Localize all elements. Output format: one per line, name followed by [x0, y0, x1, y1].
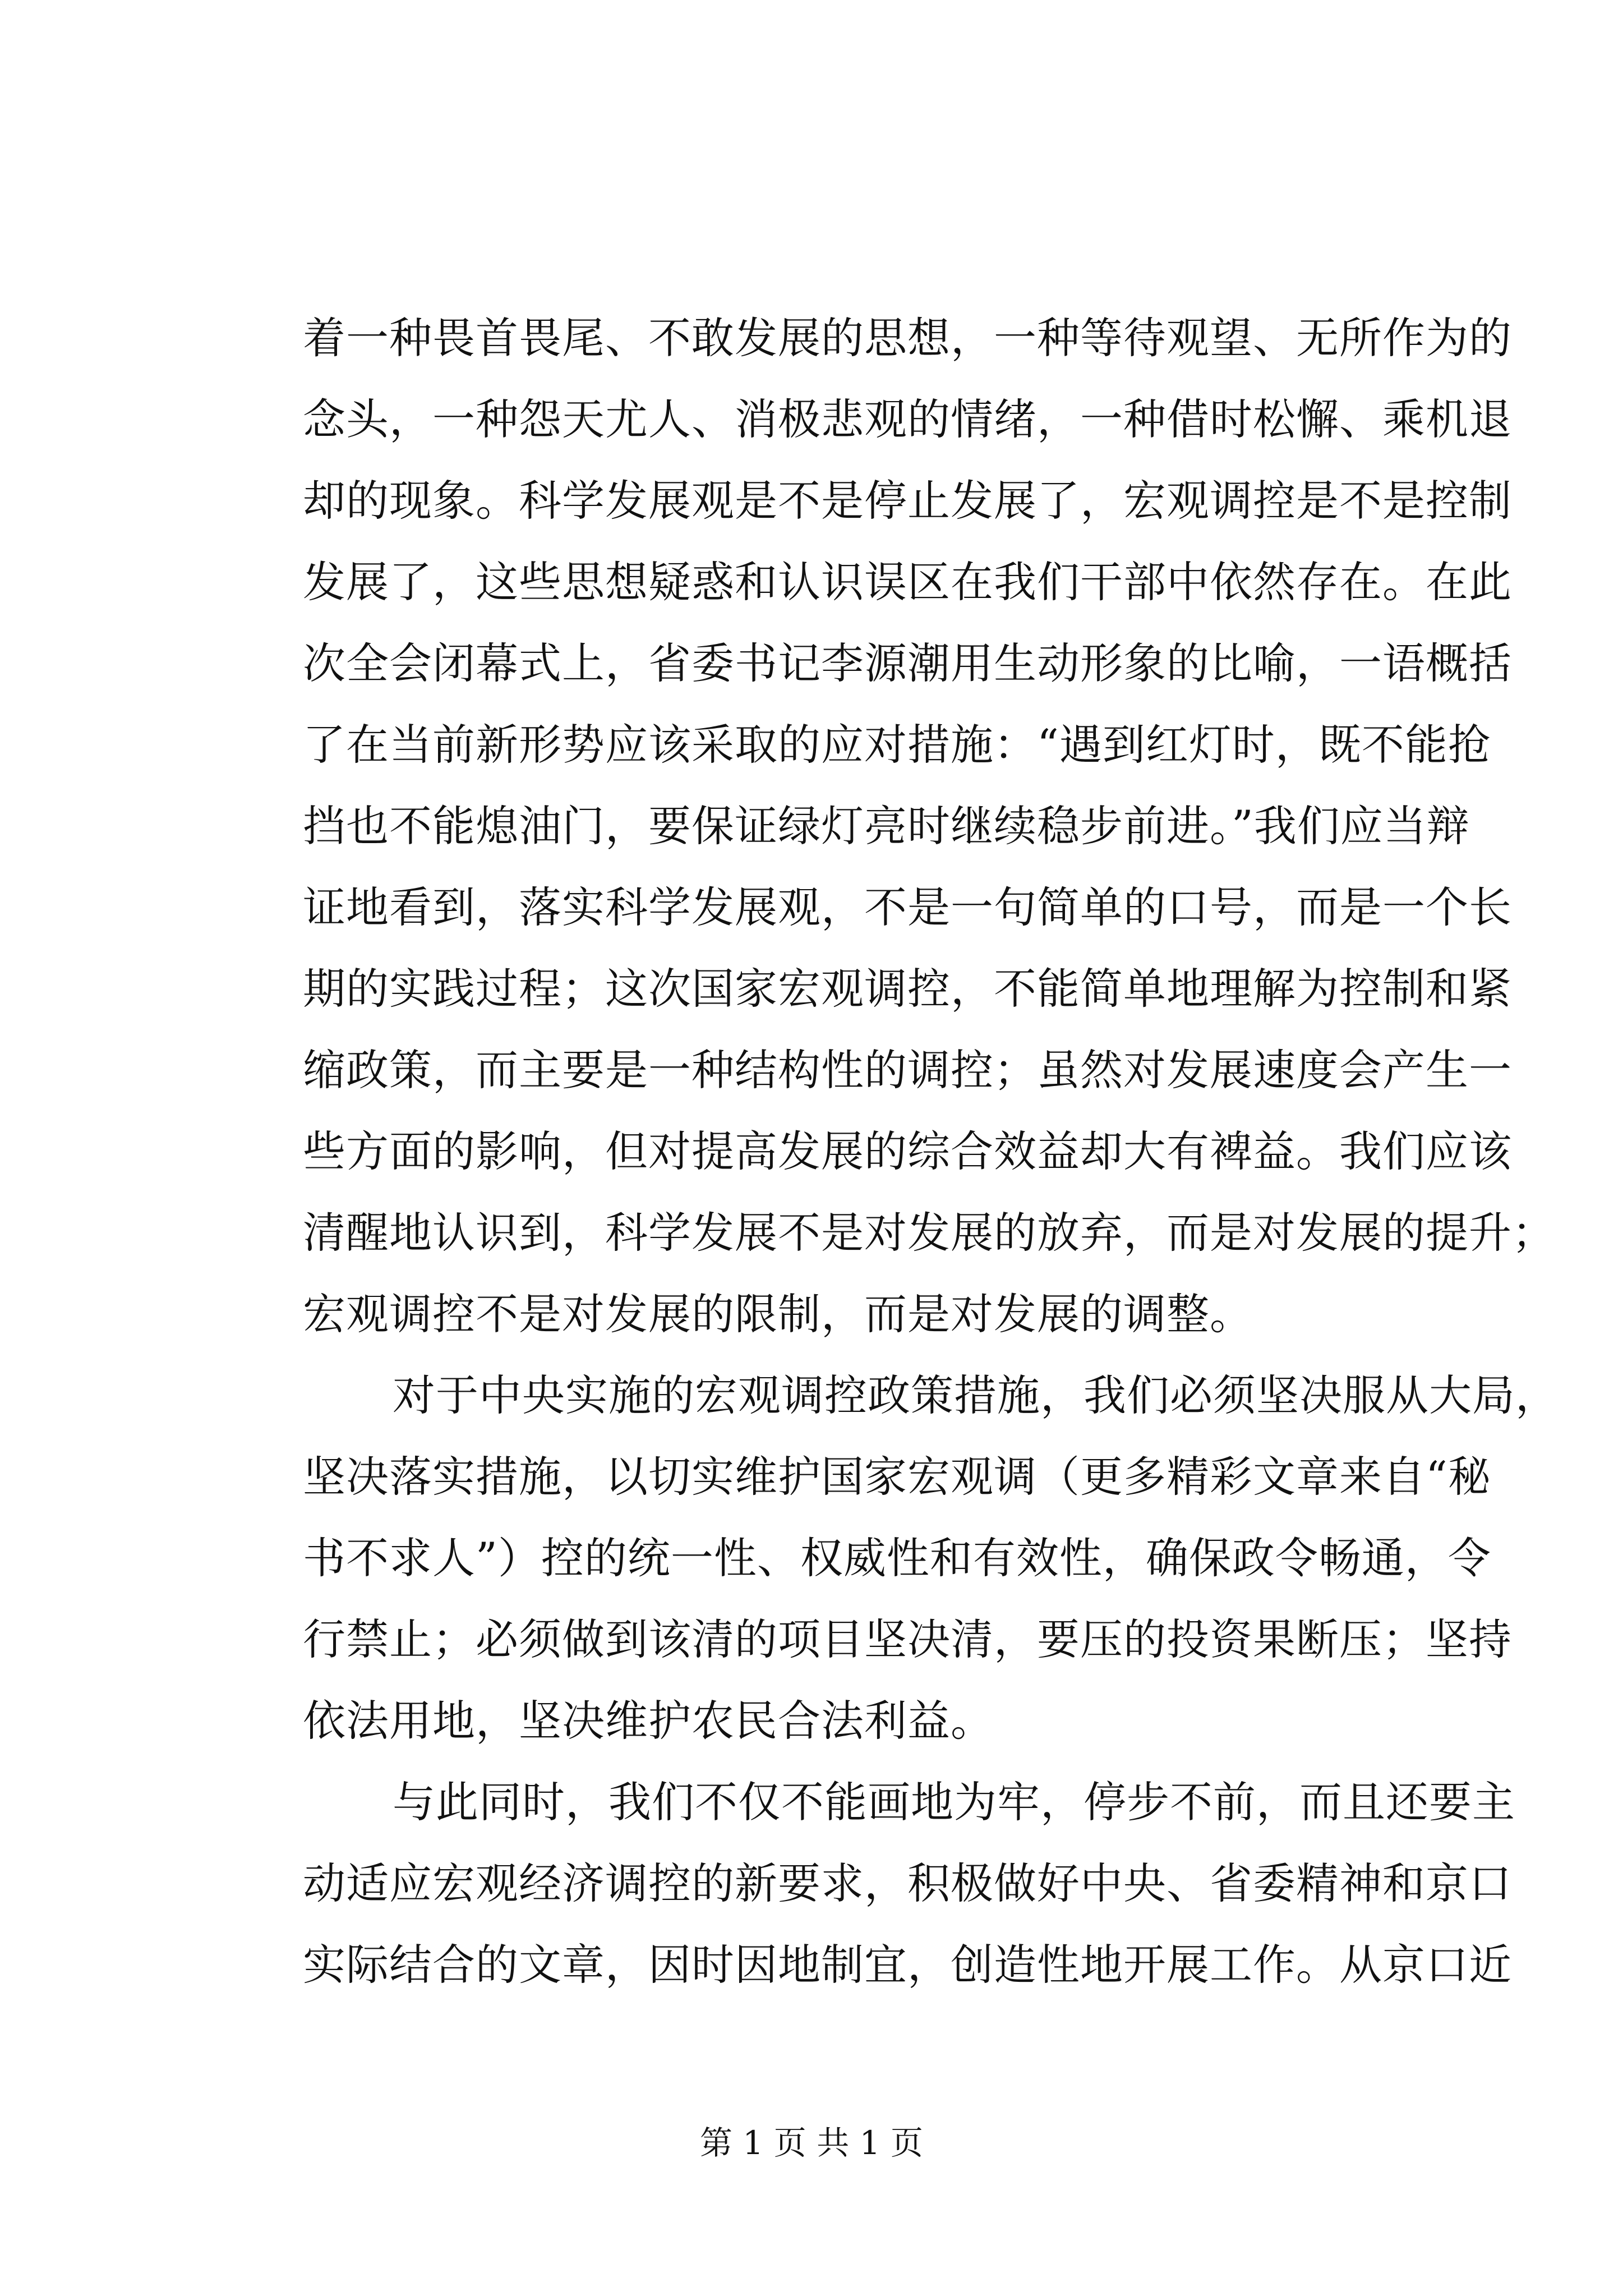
text-line: 清醒地认识到，科学发展不是对发展的放弃，而是对发展的提升；	[303, 1208, 1555, 1258]
text-line: 证地看到，落实科学发展观，不是一句简单的口号，而是一个长	[303, 882, 1512, 932]
text-line: 行禁止；必须做到该清的项目坚决清，要压的投资果断压；坚持	[303, 1614, 1512, 1664]
text-line: 挡也不能熄油门，要保证绿灯亮时继续稳步前进。”我们应当辩	[303, 801, 1470, 851]
text-line: 宏观调控不是对发展的限制，而是对发展的调整。	[303, 1289, 1253, 1339]
text-line: 了在当前新形势应该采取的应对措施：“遇到红灯时，既不能抢	[303, 720, 1491, 770]
page-footer: 第 1 页 共 1 页	[700, 2124, 923, 2162]
text-line: 发展了，这些思想疑惑和认识误区在我们干部中依然存在。在此	[303, 557, 1512, 607]
text-line: 些方面的影响，但对提高发展的综合效益却大有裨益。我们应该	[303, 1126, 1512, 1176]
text-line: 着一种畏首畏尾、不敢发展的思想，一种等待观望、无所作为的	[303, 313, 1512, 363]
text-line: 对于中央实施的宏观调控政策措施，我们必须坚决服从大局，	[393, 1370, 1559, 1420]
text-line: 动适应宏观经济调控的新要求，积极做好中央、省委精神和京口	[303, 1858, 1512, 1908]
document-body	[303, 297, 1559, 2005]
text-line: 却的现象。科学发展观是不是停止发展了，宏观调控是不是控制	[303, 476, 1512, 526]
text-line: 书不求人”）控的统一性、权威性和有效性，确保政令畅通，令	[303, 1533, 1491, 1583]
text-line: 念头，一种怨天尤人、消极悲观的情绪，一种借时松懈、乘机退	[303, 394, 1512, 444]
text-line: 实际结合的文章，因时因地制宜，创造性地开展工作。从京口近	[303, 1940, 1512, 1990]
text-line: 缩政策，而主要是一种结构性的调控；虽然对发展速度会产生一	[303, 1045, 1512, 1095]
text-line: 期的实践过程；这次国家宏观调控，不能简单地理解为控制和紧	[303, 964, 1512, 1014]
text-line: 次全会闭幕式上，省委书记李源潮用生动形象的比喻，一语概括	[303, 638, 1512, 688]
text-line: 与此同时，我们不仅不能画地为牢，停步不前，而且还要主	[393, 1777, 1515, 1827]
text-line: 依法用地，坚决维护农民合法利益。	[303, 1696, 994, 1746]
text-line: 坚决落实措施，以切实维护国家宏观调（更多精彩文章来自“秘	[303, 1452, 1491, 1502]
